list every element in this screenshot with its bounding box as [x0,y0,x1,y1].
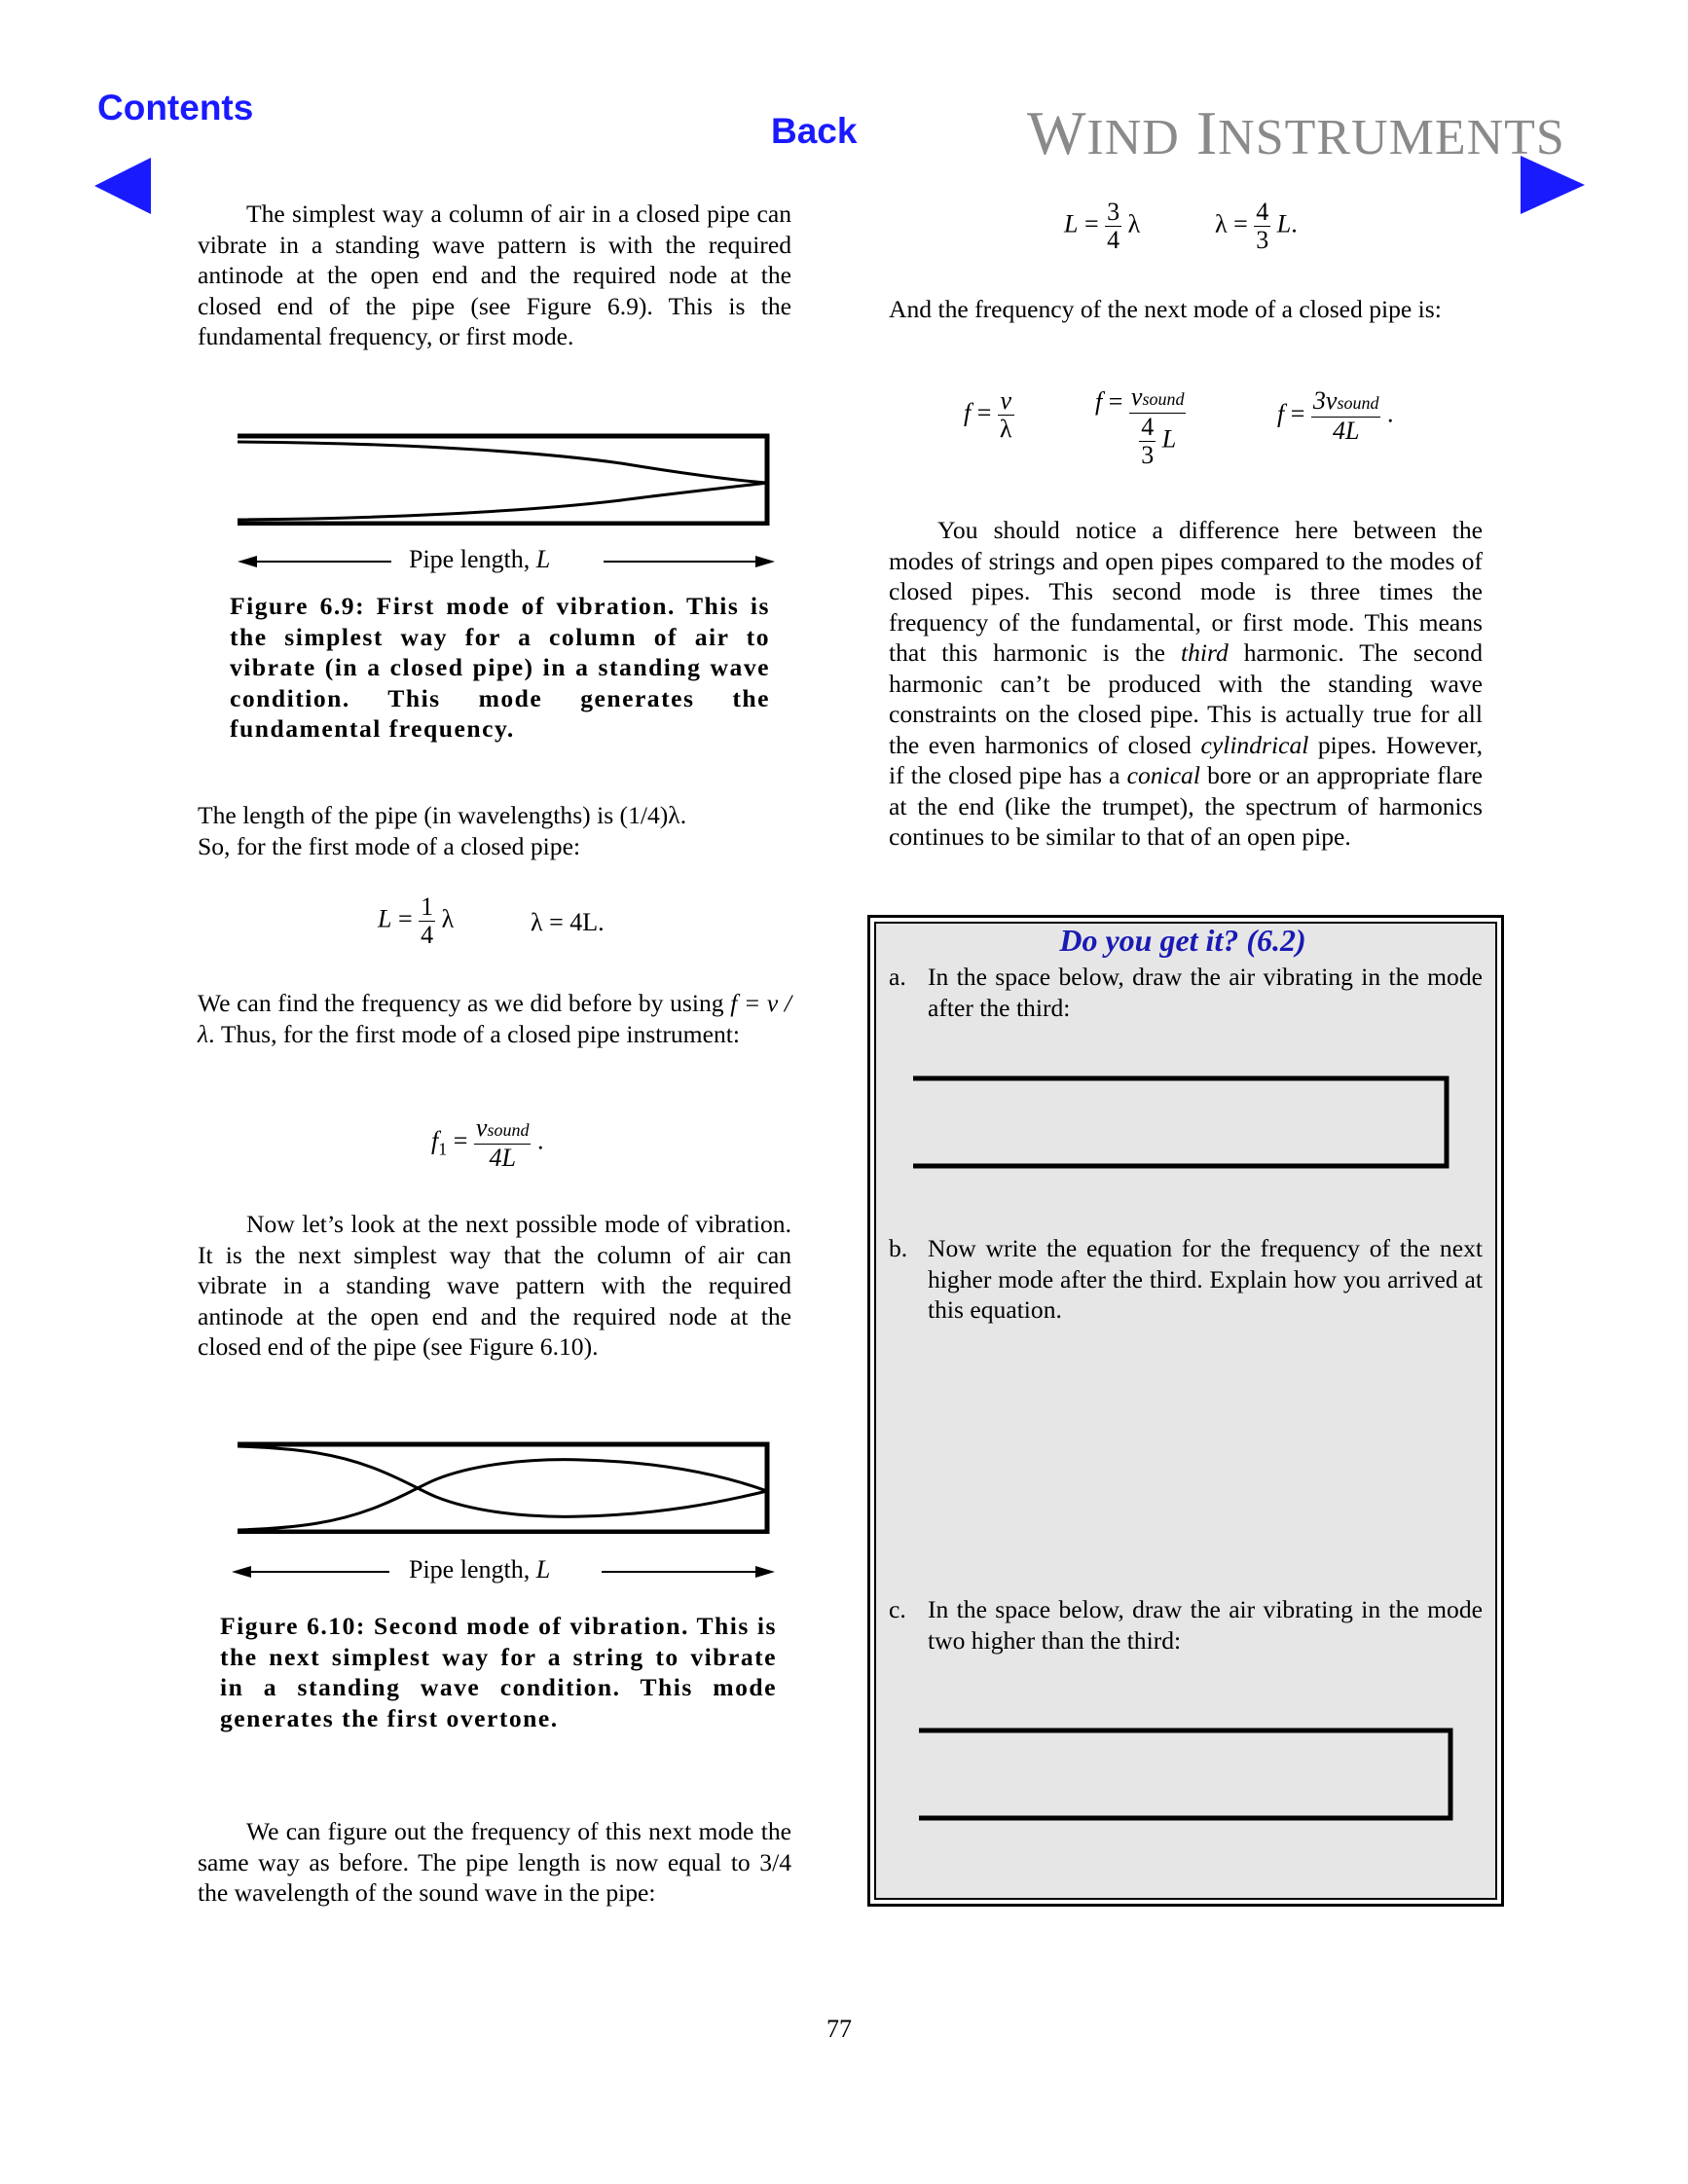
figure-6-10-caption: Figure 6.10: Second mode of vibration. This is the next simplest way for a string to vibrate in a standing wave condition. This mode generates the first overtone. [220,1612,777,1732]
question-a-pipe-outline [911,1071,1452,1172]
question-c: c. In the space below, draw the air vibrating in the mode two higher than the third: [889,1595,1483,1655]
figure-6-9-caption: Figure 6.9: First mode of vibration. This is the simplest way for a column of air to vibrate (in a closed pipe) in a standing wave condition. This mode generates the fundamental frequency. [230,592,770,743]
equation-f-v-four-thirds-L: f = vsound $\frac{4}{3}$ L [1095,382,1185,469]
second-mode-paragraph: Now let’s look at the next possible mode of vibration. It is the next simplest way that the column of air can vibrate in a standing wave pattern with the required antinode at the open end and the required node at the closed end of the pipe (see Figure 6.10). [198,1210,791,1361]
question-a: a. In the space below, draw the air vibrating in the mode after the third: [889,963,1483,1022]
frequency-paragraph: We can find the frequency as we did before by using f = v / λ. Thus, for the first mode of a closed pipe instrument: [198,989,791,1048]
question-b: b. Now write the equation for the frequency of the next higher mode after the third. Explain how you arrived at this equation. [889,1234,1483,1324]
figure-6-9-pipe-diagram [232,428,777,526]
do-you-get-it-title: Do you get it? (6.2) [1059,923,1306,958]
equation-first-mode-wavelength: λ = 4L. [531,908,605,936]
equation-first-mode-length: L = $\frac{1}{4}$ λ [378,892,455,949]
page-number: 77 [826,2015,852,2043]
equation-second-mode-length: L = $\frac{3}{4}$ λ [1064,198,1141,254]
equation-second-mode-wavelength: λ = $\frac{4}{3}$ L. [1215,198,1298,254]
question-c-pipe-outline [917,1723,1458,1824]
figure-6-10-pipe-diagram [232,1437,777,1534]
pipe-length-text: The length of the pipe (in wavelengths) is (1/4)λ. So, for the first mode of a closed pipe: [198,801,687,860]
equation-f-v-lambda: f = $\frac{v}{\lambda}$ [964,386,1012,443]
equation-f-three-v-four-L: f = $\frac{\text{3vsound}}{4L}$ . [1277,386,1394,445]
closing-paragraph: We can figure out the frequency of this next mode the same way as before. The pipe length is now equal to 3/4 the wavelength of the sound wave in the pipe: [198,1817,791,1907]
running-head: WIND INSTRUMENTS [1027,98,1565,167]
next-mode-frequency-text: And the frequency of the next mode of a closed pipe is: [889,295,1442,323]
figure-6-10-length-label: Pipe length, L [409,1555,551,1583]
contents-link[interactable]: Contents [97,88,254,127]
equation-fundamental-frequency: $f_1$ = $\frac{\text{vsound}}{4L}$ . [431,1113,544,1172]
harmonics-paragraph: You should notice a difference here between the modes of strings and open pipes compared to the modes of closed pipes. This second mode is three times the frequency of the fundamental, or first mode. This means that this harmonic is the third harmonic. The second harmonic can’t be produced with the standing wave constraints on the closed pipe. This is actually true for all the even harmonics of closed cylindrical pipes. However, if the closed pipe has a conical bore or an appropriate flare at the end (like the trumpet), the spectrum of harmonics continues to be similar to that of an open pipe. [889,516,1483,851]
figure-6-9-length-label: Pipe length, L [409,545,551,573]
left-arrow-icon[interactable] [92,156,153,216]
intro-paragraph: The simplest way a column of air in a closed pipe can vibrate in a standing wave pattern is with the required antinode at the open end and the required node at the closed end of the pipe (see Figure 6.9). This is the fundamental frequency, or first mode. [198,200,791,350]
back-link[interactable]: Back [771,111,858,151]
